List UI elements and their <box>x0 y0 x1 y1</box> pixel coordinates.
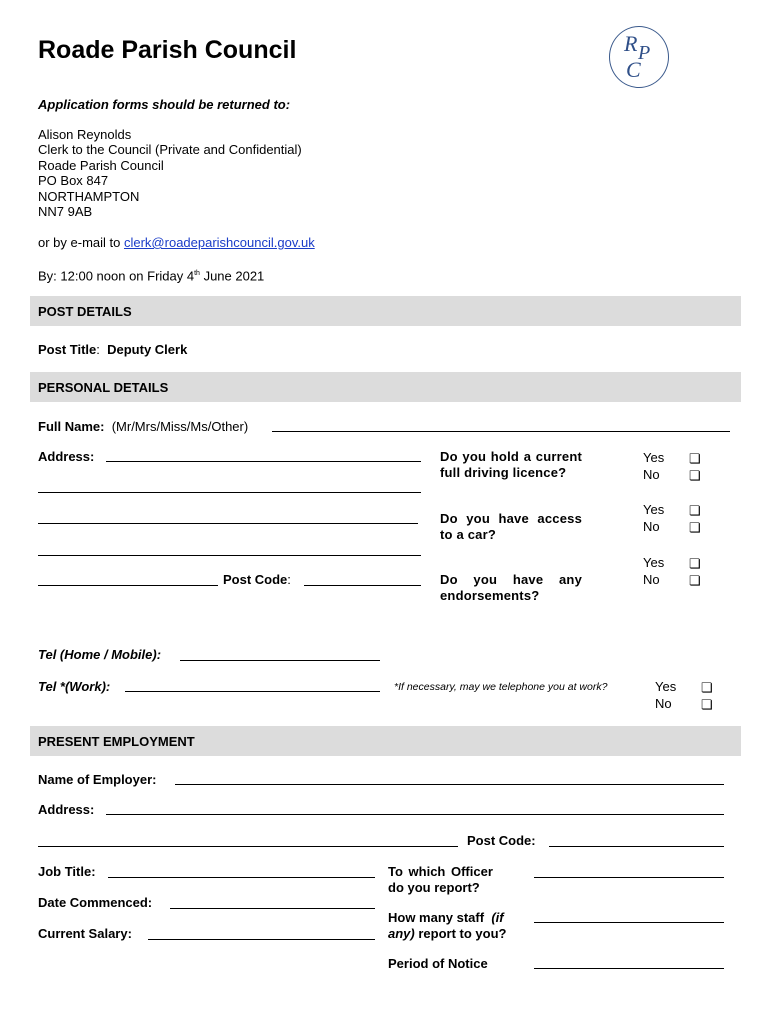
staff-field[interactable] <box>534 922 724 923</box>
licence-checkboxes <box>689 451 701 484</box>
return-heading: Application forms should be returned to: <box>38 97 291 112</box>
tel-home-label: Tel (Home / Mobile): <box>38 647 162 662</box>
address-line: NORTHAMPTON <box>38 188 140 204</box>
car-yes-no <box>643 502 664 535</box>
address-line: NN7 9AB <box>38 204 93 220</box>
tel-home-field[interactable] <box>180 660 380 661</box>
address-field-1[interactable] <box>106 461 421 462</box>
email-line <box>38 235 315 250</box>
job-title-field[interactable] <box>108 877 375 878</box>
officer-label-line1: To which Officer <box>388 864 493 879</box>
post-title-value: Deputy Clerk <box>107 342 188 357</box>
address-label: Address: <box>38 449 95 464</box>
section-heading: PRESENT EMPLOYMENT <box>38 734 195 749</box>
staff-label-line1: How many staff <box>388 910 485 925</box>
checkbox[interactable]: ❏ <box>689 572 701 588</box>
post-title-label: Post Title <box>38 342 97 357</box>
no-label: No <box>643 571 660 587</box>
deadline-suffix: June 2021 <box>199 268 265 284</box>
officer-field[interactable] <box>534 877 724 878</box>
deadline-sup: th <box>194 270 200 277</box>
deadline-text: By: 12:00 noon on Friday 4 <box>38 268 195 284</box>
council-logo: R P C <box>609 26 669 88</box>
yes-label: Yes <box>643 502 665 517</box>
address-field-4[interactable] <box>38 555 421 556</box>
notice-field[interactable] <box>534 968 724 969</box>
endorsement-yes-no <box>643 555 664 588</box>
car-checkboxes <box>689 503 701 536</box>
checkbox[interactable]: ❏ <box>689 503 701 518</box>
email-prefix: or by e-mail to <box>38 235 124 250</box>
checkbox[interactable]: ❏ <box>689 451 701 466</box>
notice-label: Period of Notice <box>388 956 488 971</box>
post-code-row: Post Code: <box>223 572 291 587</box>
checkbox[interactable]: ❏ <box>689 519 701 535</box>
question-driving-licence: Do you hold a current full driving licence? <box>440 449 582 480</box>
full-name-row <box>38 419 248 434</box>
salary-field[interactable] <box>148 939 375 940</box>
question-endorsements: Do you have any endorsements? <box>440 572 582 603</box>
section-personal-details <box>30 372 741 402</box>
deadline <box>38 266 264 283</box>
section-heading: POST DETAILS <box>38 304 132 319</box>
yes-label: Yes <box>643 450 665 465</box>
checkbox[interactable]: ❏ <box>701 680 713 695</box>
employer-post-code-field[interactable] <box>549 846 724 847</box>
officer-label <box>388 864 493 896</box>
yes-label: Yes <box>643 555 665 570</box>
checkbox[interactable]: ❏ <box>689 467 701 483</box>
employer-label: Name of Employer: <box>38 772 157 787</box>
email-link[interactable]: clerk@roadeparishcouncil.gov.uk <box>123 235 315 250</box>
checkbox[interactable]: ❏ <box>701 696 713 712</box>
address-field-2[interactable] <box>38 492 421 493</box>
work-call-note: *If necessary, may we telephone you at work? <box>394 681 608 693</box>
endorsement-checkboxes <box>689 556 701 589</box>
employer-address-field-2[interactable] <box>38 846 458 847</box>
no-label: No <box>655 695 672 711</box>
post-code-label: Post Code <box>223 572 288 587</box>
tel-work-field[interactable] <box>125 691 380 692</box>
question-car-access: Do you have access to a car? <box>440 511 582 542</box>
tel-work-label: Tel *(Work): <box>38 679 111 694</box>
work-call-checkboxes <box>701 680 713 713</box>
licence-yes-no <box>643 450 664 483</box>
date-commenced-label: Date Commenced: <box>38 895 153 910</box>
full-name-label: Full Name: <box>38 419 105 434</box>
address-line: Clerk to the Council (Private and Confidential) <box>38 142 302 158</box>
page-title: Roade Parish Council <box>38 36 297 64</box>
salary-label: Current Salary: <box>38 926 132 941</box>
full-name-field[interactable] <box>272 431 730 432</box>
employer-post-code-label: Post Code: <box>467 833 536 848</box>
address-field-5[interactable] <box>38 585 218 586</box>
checkbox[interactable]: ❏ <box>689 556 701 571</box>
staff-label-any: any) <box>388 926 415 941</box>
work-call-yes-no <box>655 679 676 712</box>
section-present-employment <box>30 726 741 756</box>
no-label: No <box>643 518 660 534</box>
date-commenced-field[interactable] <box>170 908 375 909</box>
section-heading: PERSONAL DETAILS <box>38 380 169 395</box>
staff-label-rest: report to you? <box>414 926 507 941</box>
address-field-3[interactable] <box>38 523 418 524</box>
staff-label-if: (if <box>491 910 504 925</box>
post-code-field[interactable] <box>304 585 421 586</box>
no-label: No <box>643 466 660 482</box>
address-line: Alison Reynolds <box>38 127 132 142</box>
address-line: Roade Parish Council <box>38 157 164 173</box>
yes-label: Yes <box>655 679 677 694</box>
job-title-label: Job Title: <box>38 864 96 879</box>
return-address <box>38 127 302 219</box>
officer-label-line2: do you report? <box>388 880 480 895</box>
employer-field[interactable] <box>175 784 724 785</box>
employer-address-field-1[interactable] <box>106 814 724 815</box>
employer-address-label: Address: <box>38 802 95 817</box>
post-title-row: Post Title: Deputy Clerk <box>38 342 188 357</box>
staff-label <box>388 910 506 942</box>
full-name-hint: (Mr/Mrs/Miss/Ms/Other) <box>111 419 249 434</box>
section-post-details <box>30 296 741 326</box>
address-line: PO Box 847 <box>38 173 109 189</box>
